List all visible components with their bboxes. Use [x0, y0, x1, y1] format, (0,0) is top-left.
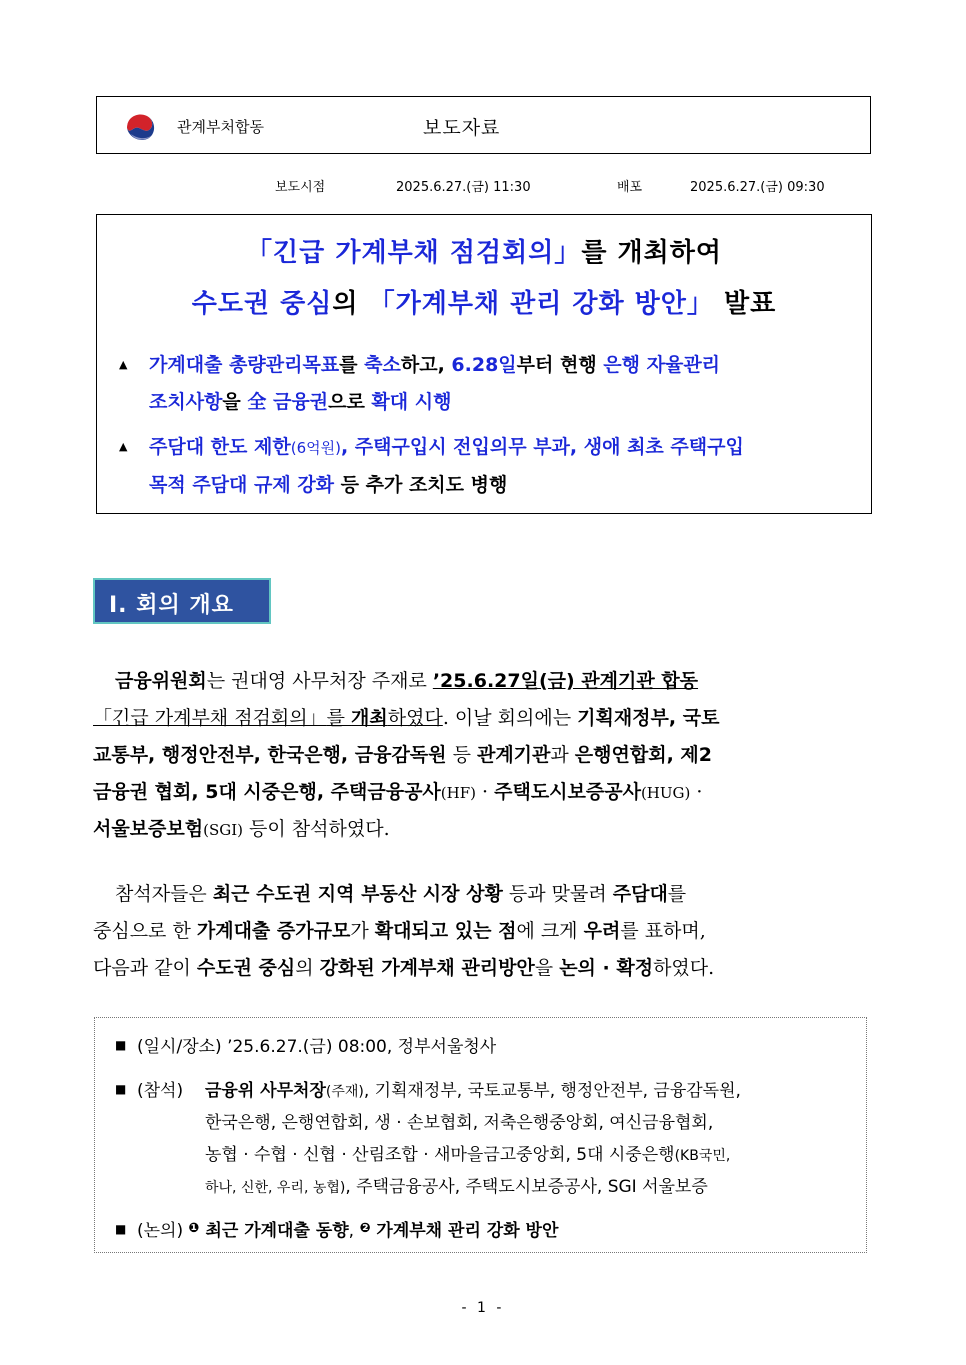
text-run: 를	[326, 707, 352, 729]
paragraph-line	[93, 950, 874, 987]
text-run: 중심으로 한	[93, 920, 197, 942]
text-run: (HF)	[440, 784, 476, 802]
text-run: (SGI)	[203, 821, 244, 839]
text-run: 등과 맞물려	[502, 883, 613, 905]
detail-attendees-line: 한국은행, 은행연합회, 생 · 손보협회, 저축은행중앙회, 여신금융협회,	[205, 1113, 714, 1133]
header-box	[96, 96, 871, 154]
paragraph-line	[93, 774, 874, 812]
text-run: 주담대	[612, 883, 668, 905]
triangle-bullet-icon: ▲	[119, 440, 128, 453]
paragraph-line	[93, 913, 874, 950]
text-run: 기획재정부, 국토	[577, 707, 720, 729]
text-run: (주재)	[325, 1084, 364, 1100]
bullet-phrase: , 주택구입시 전입의무 부과, 생애 최초 주택구입	[340, 436, 744, 458]
text-run: 농협 · 수협 · 신협 · 산림조합 · 새마을금고중앙회, 5대 시중은행	[205, 1145, 675, 1165]
summary-box	[96, 214, 872, 514]
text-run: 금융위 사무처장	[205, 1081, 326, 1101]
detail-value: ’25.6.27.(금) 08:00, 정부서울청사	[221, 1037, 497, 1057]
paragraph-line	[93, 811, 874, 849]
text-run: 서울보증보험	[93, 818, 204, 840]
bullet-phrase: 주담대 한도 제한	[149, 436, 291, 458]
text-run: ·	[475, 781, 495, 803]
detail-attendees-line	[205, 1076, 741, 1101]
distribution-label: 배포	[617, 180, 643, 195]
headline-text: 를 개최하여	[581, 238, 722, 268]
text-run: 다음과 같이	[93, 957, 197, 979]
text-run: (HUG)	[640, 784, 691, 802]
bullet-phrase: 으로	[328, 391, 372, 413]
text-run: . 이날 회의에는	[442, 707, 578, 729]
text-run: 우려	[583, 920, 621, 942]
bullet-text	[149, 347, 867, 421]
bullet-phrase: 축소	[364, 354, 401, 376]
text-run: 개최	[351, 707, 388, 729]
detail-date-place	[137, 1032, 496, 1057]
bullet-phrase: 를	[339, 354, 365, 376]
headline-meeting-name: 「긴급 가계부채 점검회의」	[246, 238, 582, 268]
bullet-phrase: 등 추가 조치도 병행	[334, 474, 508, 496]
bullet-phrase: 全 금융권	[247, 391, 329, 413]
bullet-phrase: 6.28일	[451, 354, 517, 376]
text-run: 수도권 중심	[196, 957, 296, 979]
text-run: 과	[550, 744, 575, 766]
text-run: 는 권대영 사무처장 주재로	[206, 670, 433, 692]
detail-attendees-label: (참석)	[137, 1081, 184, 1101]
paragraph-line	[93, 700, 874, 737]
text-run: 하나, 신한, 우리, 농협)	[205, 1180, 346, 1196]
bullet-phrase: 을	[222, 391, 248, 413]
text-run: 금융권 협회, 5대 시중은행, 주택금융공사	[93, 781, 441, 803]
section-heading-box	[93, 578, 271, 624]
detail-label: (일시/장소)	[137, 1037, 222, 1057]
text-run: 금융위원회	[115, 670, 207, 692]
text-run: ’25.6.27일(금) 관계기관 합동	[432, 670, 699, 692]
triangle-bullet-icon: ▲	[119, 358, 128, 371]
headline-line-2	[97, 283, 871, 320]
text-run: 등	[446, 744, 477, 766]
bullet-phrase: 확대 시행	[371, 391, 452, 413]
text-run: ,	[348, 1221, 360, 1241]
headline-capital-area: 수도권 중심	[191, 289, 333, 319]
bullet-text	[149, 429, 867, 504]
bullet-phrase: 은행 자율관리	[603, 354, 721, 376]
paragraph-line	[93, 737, 874, 774]
text-run: (KB국민,	[674, 1148, 731, 1164]
press-time-label: 보도시점	[275, 180, 326, 195]
text-run: 에 크게	[516, 920, 584, 942]
doc-type: 보도자료	[423, 117, 501, 139]
detail-label: (논의)	[137, 1221, 184, 1241]
text-run: 가	[350, 920, 375, 942]
paragraph-line	[115, 876, 874, 913]
text-run: 논의 · 확정	[559, 957, 654, 979]
square-bullet-icon: ■	[115, 1222, 127, 1236]
text-run: 하였다	[387, 707, 443, 729]
text-run: 확대되고 있는 점	[374, 920, 517, 942]
text-run: 등이 참석하였다.	[243, 818, 390, 840]
text-run: 강화된 가계부채 관리방안	[319, 957, 535, 979]
detail-attendees-line	[205, 1172, 708, 1197]
headline-text: 발표	[713, 289, 777, 319]
text-run: 「긴급 가계부채 점검회의」	[93, 707, 327, 729]
bullet-phrase: 하고,	[400, 354, 452, 376]
detail-agenda	[137, 1216, 558, 1241]
taegeuk-logo-icon	[123, 108, 159, 144]
text-run: 최근 수도권 지역 부동산 시장 상황	[212, 883, 503, 905]
text-run: 가계대출 증가규모	[196, 920, 351, 942]
bullet-phrase: 조치사항	[149, 391, 223, 413]
org-name: 관계부처합동	[177, 118, 264, 136]
page-number: - 1 -	[461, 1300, 505, 1316]
headline-plan-name: 「가계부채 관리 강화 방안」	[368, 289, 714, 319]
text-run: 를	[667, 883, 687, 905]
bullet-phrase: (6억원)	[290, 439, 341, 457]
paragraph-line	[115, 663, 874, 700]
detail-attendees-line	[205, 1140, 730, 1165]
bullet-phrase: 목적 주담대 규제 강화	[149, 474, 335, 496]
text-run: , 주택금융공사, 주택도시보증공사, SGI 서울보증	[345, 1177, 708, 1197]
text-run: 참석자들은	[115, 883, 213, 905]
bullet-phrase: 부터 현행	[516, 354, 604, 376]
text-run: 를 표하며,	[620, 920, 706, 942]
text-run: 관계기관	[476, 744, 551, 766]
press-time-value: 2025.6.27.(금) 11:30	[396, 180, 531, 195]
section-title: Ⅰ. 회의 개요	[109, 593, 234, 618]
square-bullet-icon: ■	[115, 1082, 127, 1096]
number-1-icon: ❶	[188, 1221, 200, 1236]
headline-line-1	[97, 232, 871, 269]
text-run: ·	[690, 781, 703, 803]
number-2-icon: ❷	[359, 1221, 371, 1236]
agenda-item: 최근 가계대출 동향	[199, 1221, 349, 1241]
text-run: 교통부, 행정안전부, 한국은행, 금융감독원	[93, 744, 447, 766]
text-run: 하였다.	[653, 957, 715, 979]
meeting-details-box	[94, 1017, 867, 1253]
text-run: 은행연합회, 제2	[574, 744, 712, 766]
text-run: 을	[534, 957, 560, 979]
headline-text: 의	[332, 289, 369, 319]
text-run: 의	[295, 957, 320, 979]
text-run: , 기획재정부, 국토교통부, 행정안전부, 금융감독원,	[363, 1081, 741, 1101]
distribution-value: 2025.6.27.(금) 09:30	[690, 180, 825, 195]
square-bullet-icon: ■	[115, 1038, 127, 1052]
bullet-phrase: 가계대출 총량관리목표	[149, 354, 340, 376]
text-run: 주택도시보증공사	[494, 781, 641, 803]
agenda-item: 가계부채 관리 강화 방안	[370, 1221, 559, 1241]
